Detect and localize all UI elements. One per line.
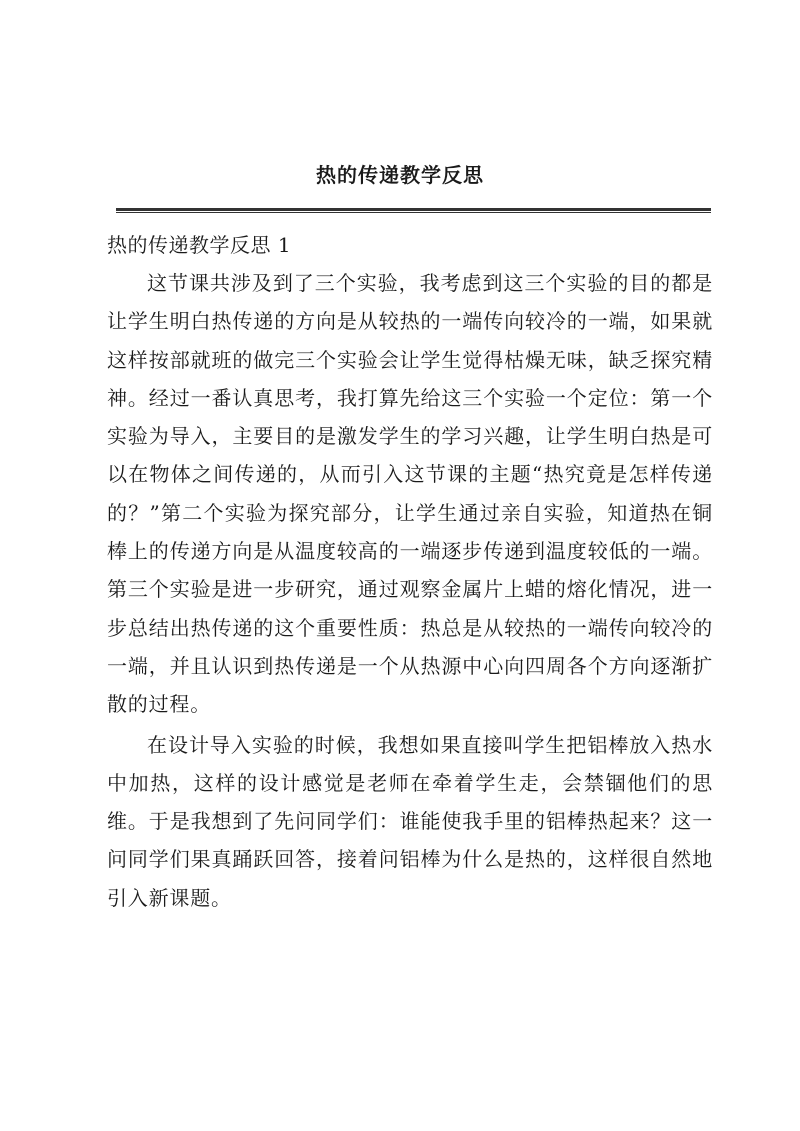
section-heading: 热的传递教学反思 1 xyxy=(107,233,292,257)
document-body xyxy=(107,228,713,917)
document-title: 热的传递教学反思 xyxy=(316,163,484,187)
body-paragraph: 这节课共涉及到了三个实验，我考虑到这三个实验的目的都是让学生明白热传递的方向是从较热的一端传向较冷的一端，如果就这样按部就班的做完三个实验会让学生觉得枯燥无味，缺乏探究精神。经过一番认真思考，我打算先给这三个实验一个定位：第一个实验为导入，主要目的是激发学生的学习兴趣，让学生明白热是可以在物体之间传递的，从而引入这节课的主题“热究竟是怎样传递的？”第二个实验为探究部分，让学生通过亲自实验，知道热在铜棒上的传递方向是从温度较高的一端逐步传递到温度较低的一端。第三个实验是进一步研究，通过观察金属片上蜡的熔化情况，进一步总结出热传递的这个重要性质：热总是从较热的一端传向较冷的一端，并且认识到热传递是一个从热源中心向四周各个方向逐渐扩散的过程。 xyxy=(107,271,713,717)
body-paragraph: 在设计导入实验的时候，我想如果直接叫学生把铝棒放入热水中加热，这样的设计感觉是老师在牵着学生走，会禁锢他们的思维。于是我想到了先问同学们：谁能使我手里的铝棒热起来？这一问同学们果真踊跃回答，接着问铝棒为什么是热的，这样很自然地引入新课题。 xyxy=(107,732,713,910)
title-divider xyxy=(116,208,711,213)
